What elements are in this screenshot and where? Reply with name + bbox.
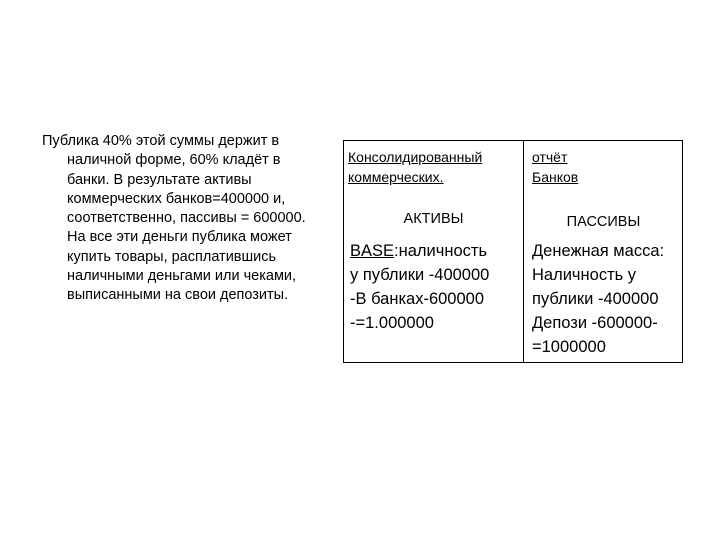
liabilities-heading: ПАССИВЫ — [566, 214, 641, 230]
liabilities-body — [532, 239, 664, 359]
assets-line: -=1.000000 — [350, 314, 434, 332]
left-header-line: Консолидированный — [348, 149, 483, 165]
description-paragraph — [42, 132, 342, 306]
liabilities-line: =1000000 — [532, 338, 606, 356]
liabilities-line: Депози -600000- — [532, 314, 658, 332]
base-label: BASE — [350, 242, 395, 260]
liabilities-line: Наличность у — [532, 266, 637, 284]
liabilities-line: публики -400000 — [532, 290, 659, 308]
paragraph-line: купить товары, расплатившись — [67, 248, 277, 265]
balance-sheet-table — [343, 140, 683, 363]
assets-base-line — [350, 239, 489, 263]
column-divider — [523, 141, 524, 362]
paragraph-line: На все эти деньги публика может — [67, 229, 292, 246]
right-header-line: Банков — [532, 169, 579, 185]
liabilities-line: Денежная масса: — [532, 242, 665, 260]
paragraph-line: соответственно, пассивы = 600000. — [67, 210, 306, 227]
paragraph-line: Публика 40% этой суммы держит в — [42, 133, 280, 149]
assets-line: -В банках-600000 — [350, 290, 485, 308]
left-header-line: коммерческих. — [348, 169, 444, 185]
paragraph-line: банки. В результате активы — [67, 171, 252, 188]
paragraph-line: коммерческих банков=400000 и, — [67, 190, 286, 207]
right-header — [532, 147, 578, 187]
assets-line: у публики -400000 — [350, 266, 490, 284]
paragraph-line: наличной форме, 60% кладёт в — [67, 152, 281, 169]
base-rest: :наличность — [394, 242, 488, 260]
left-header — [348, 147, 482, 187]
assets-body — [350, 239, 489, 335]
paragraph-line: наличными деньгами или чеками, — [67, 268, 297, 285]
paragraph-line: выписанными на свои депозиты. — [67, 287, 289, 304]
assets-heading: АКТИВЫ — [403, 211, 464, 227]
right-header-line: отчёт — [532, 149, 568, 165]
